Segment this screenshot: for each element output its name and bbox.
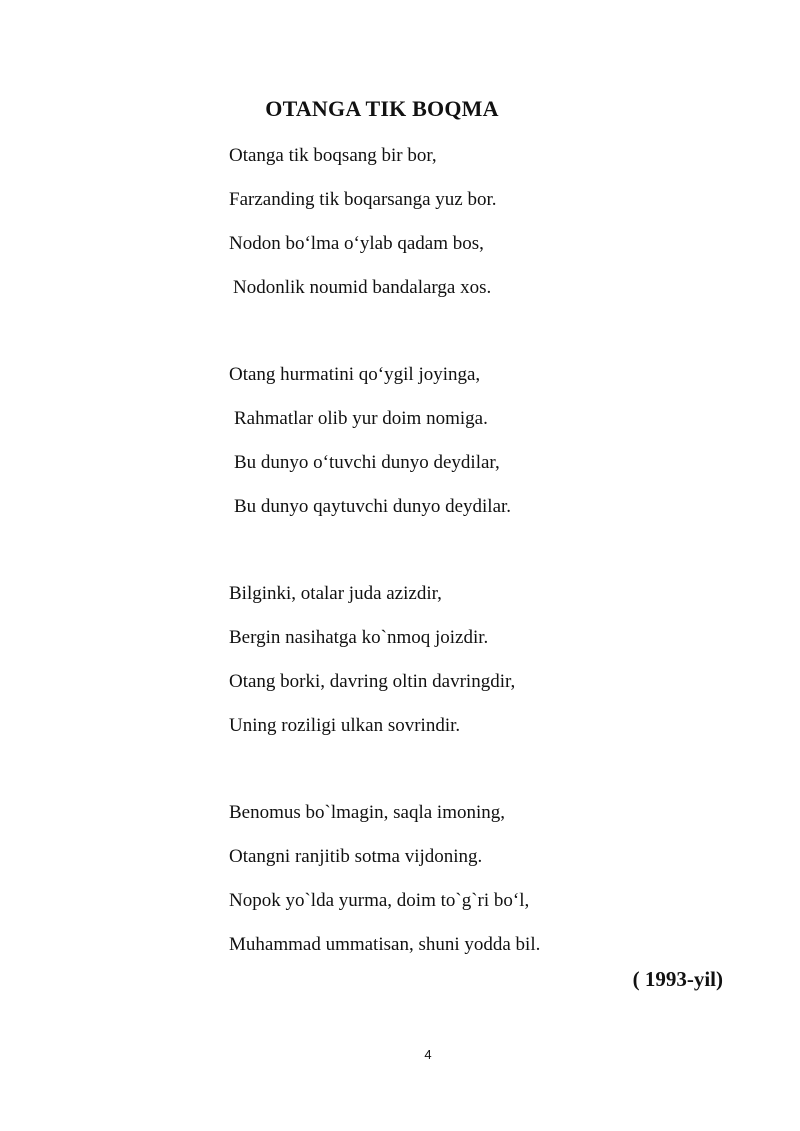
poem-line: Nodonlik noumid bandalarga xos. xyxy=(233,277,492,298)
poem-line: Uning roziligi ulkan sovrindir. xyxy=(229,715,461,736)
page-number: 4 xyxy=(424,1047,432,1062)
poem-line: Rahmatlar olib yur doim nomiga. xyxy=(234,408,488,429)
poem-line: Farzanding tik boqarsanga yuz bor. xyxy=(229,189,497,210)
poem-line: Nodon bo‘lma o‘ylab qadam bos, xyxy=(229,233,484,254)
stanza xyxy=(229,796,749,972)
poem-line: Bu dunyo o‘tuvchi dunyo deydilar, xyxy=(234,452,500,473)
poem-line: Bilginki, otalar juda azizdir, xyxy=(229,583,442,604)
poem-line: Otang hurmatini qo‘ygil joyinga, xyxy=(229,364,481,385)
poem-line: Muhammad ummatisan, shuni yodda bil. xyxy=(229,934,541,955)
poem-date: ( 1993-yil) xyxy=(632,967,723,991)
stanza xyxy=(229,358,749,534)
poem-line: Otanga tik boqsang bir bor, xyxy=(229,145,437,166)
stanza xyxy=(229,577,749,753)
poem-line: Otangni ranjitib sotma vijdoning. xyxy=(229,846,483,867)
poem-line: Otang borki, davring oltin davringdir, xyxy=(229,671,516,692)
poem-line: Nopok yo`lda yurma, doim to`g`ri bo‘l, xyxy=(229,890,530,911)
stanza xyxy=(229,139,749,315)
poem-title: OTANGA TIK BOQMA xyxy=(265,96,499,121)
stanza-gap xyxy=(229,315,749,358)
stanza-gap xyxy=(229,534,749,577)
poem-line: Bergin nasihatga ko`nmoq joizdir. xyxy=(229,627,489,648)
poem-body xyxy=(229,139,749,972)
poem-line: Bu dunyo qaytuvchi dunyo deydilar. xyxy=(234,496,512,517)
stanza-gap xyxy=(229,753,749,796)
poem-line: Benomus bo`lmagin, saqla imoning, xyxy=(229,802,506,823)
